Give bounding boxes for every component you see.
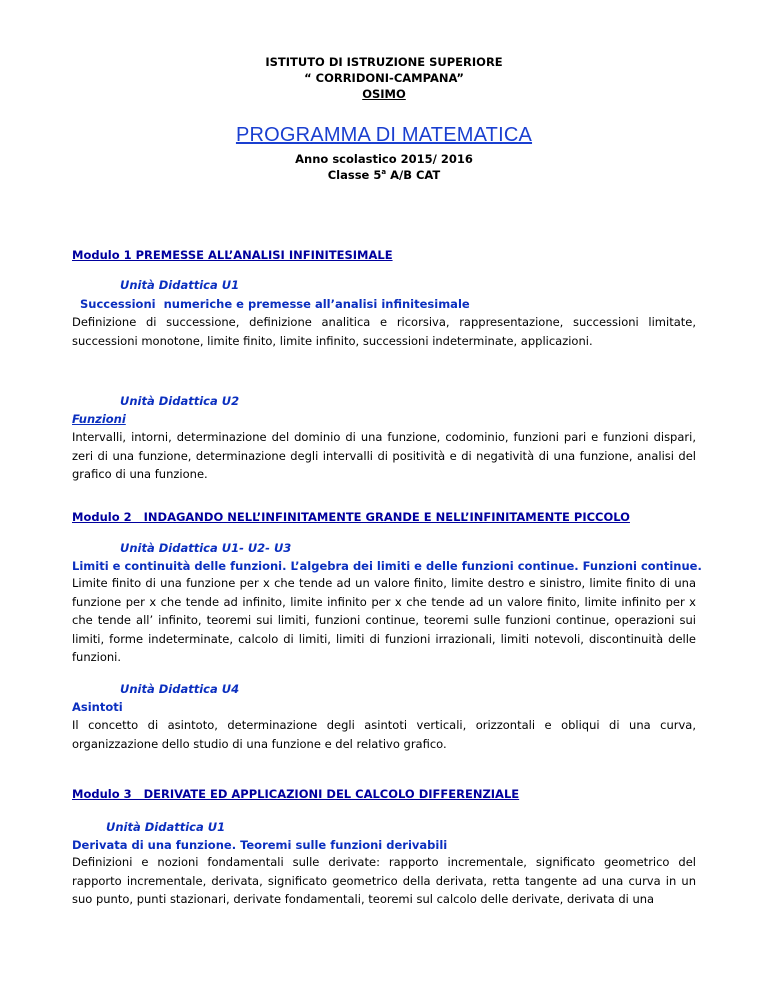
module-1-unit-2-topic: Funzioni xyxy=(72,412,126,426)
module-2-unit-1-topic: Limiti e continuità delle funzioni. L’algebra dei limiti e delle funzioni continue. Funzioni continue. xyxy=(72,559,702,573)
school-year: Anno scolastico 2015/ 2016 xyxy=(295,152,473,166)
class-suffix: A/B CAT xyxy=(386,168,441,182)
module-1-unit-1-text: Definizione di successione, definizione analitica e ricorsiva, rappresentazione, successioni limitate, successioni monotone, limite finito, limite infinito, successioni indeterminate, applicazioni. xyxy=(72,315,696,348)
module-1-unit-1-label: Unità Didattica U1 xyxy=(120,278,240,292)
module-1-unit-1-topic: Successioni numeriche e premesse all’analisi infinitesimale xyxy=(72,297,470,311)
school-subname: “ CORRIDONI-CAMPANA” xyxy=(304,71,464,85)
class-prefix: Classe 5 xyxy=(327,168,382,182)
module-3-unit-1-topic: Derivata di una funzione. Teoremi sulle funzioni derivabili xyxy=(72,838,448,852)
document-title: PROGRAMMA DI MATEMATICA xyxy=(235,124,533,146)
module-1-unit-2-text: Intervalli, intorni, determinazione del dominio di una funzione, codominio, funzioni pari e funzioni dispari, zeri di una funzione, determinazione degli intervalli di positività e di negatività di una funzione, analisi del grafico di una funzione. xyxy=(72,430,696,481)
module-3-unit-1-text: Definizioni e nozioni fondamentali sulle derivate: rapporto incrementale, significato geometrico del rapporto incrementale, derivata, significato geometrico della derivata, retta tangente ad una curva in un suo punto, punti stazionari, derivate fondamentali, teoremi sul calcolo delle derivate, derivata di una xyxy=(72,855,696,906)
module-2-unit-4-topic: Asintoti xyxy=(72,700,123,714)
school-city: OSIMO xyxy=(362,87,406,101)
module-2-heading: Modulo 2 INDAGANDO NELL’INFINITAMENTE GRANDE E NELL’INFINITAMENTE PICCOLO xyxy=(72,510,630,524)
school-name: ISTITUTO DI ISTRUZIONE SUPERIORE xyxy=(265,55,503,69)
module-3-unit-1-label: Unità Didattica U1 xyxy=(106,820,226,834)
class-label xyxy=(0,167,768,183)
module-1-heading: Modulo 1 PREMESSE ALL’ANALISI INFINITESIMALE xyxy=(72,248,393,262)
module-2-unit-1-text: Limite finito di una funzione per x che tende ad un valore finito, limite destro e sinistro, limite finito di una funzione per x che tende ad infinito, limite infinito per x che tende ad un valore finito, limite infinito per x che tende all’ infinito, teoremi sui limiti, funzioni continue, teoremi sulle funzioni continue, operazioni sui limiti, forme indeterminate, calcolo di limiti, limiti di funzioni irrazionali, limiti notevoli, discontinuità delle funzioni. xyxy=(72,576,696,664)
module-2-unit-4-text: Il concetto di asintoto, determinazione degli asintoti verticali, orizzontali e obliqui di una curva, organizzazione dello studio di una funzione e del relativo grafico. xyxy=(72,718,696,751)
module-3-heading: Modulo 3 DERIVATE ED APPLICAZIONI DEL CALCOLO DIFFERENZIALE xyxy=(72,787,520,801)
module-1-unit-2-label: Unità Didattica U2 xyxy=(120,394,240,408)
module-2-unit-1-label: Unità Didattica U1- U2- U3 xyxy=(120,541,292,555)
module-2-unit-4-label: Unità Didattica U4 xyxy=(120,682,240,696)
class-superscript: a xyxy=(381,168,387,177)
